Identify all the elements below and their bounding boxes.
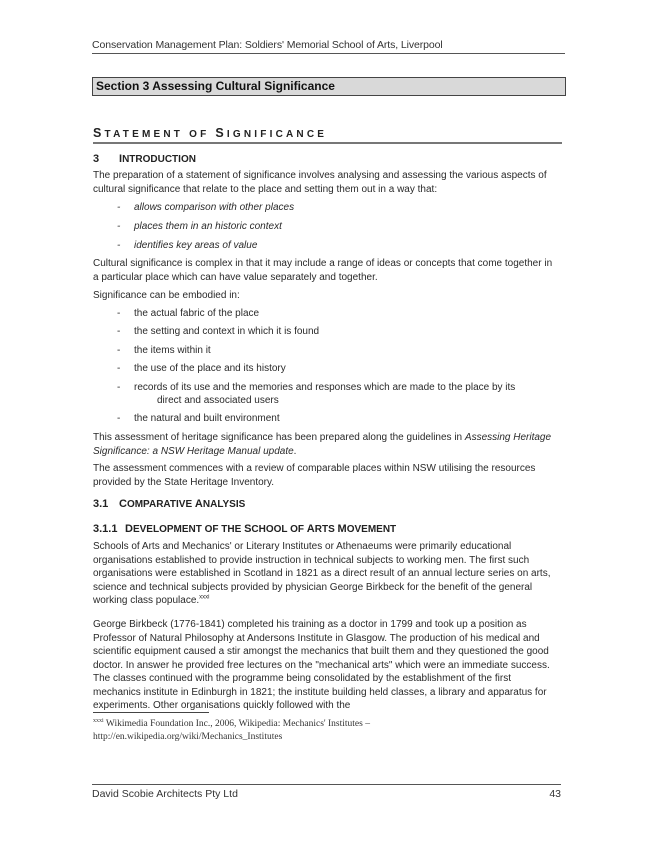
intro-paragraph-5: The assessment commences with a review of comparable places within NSW utilising the resources provided by the State Heritage Inventory. (93, 463, 536, 488)
comparative-analysis-heading: 3.1 COMPARATIVE ANALYSIS (93, 498, 246, 510)
intro-paragraph-4: This assessment of heritage significance has been prepared along the guidelines in Assessing Heritage Significance: a NSW Heritage Manual update. (93, 432, 552, 457)
intro-paragraph-3: Significance can be embodied in: (93, 290, 240, 301)
running-header: Conservation Management Plan: Soldiers' Memorial School of Arts, Liverpool (92, 39, 565, 54)
section-title: Section 3 Assessing Cultural Significance (92, 77, 566, 96)
development-paragraph-2: George Birkbeck (1776-1841) completed his training as a doctor in 1799 and took up a position as Professor of Natural Philosophy at Andersons Institute in Glasgow. The production of his medical and scientific equipment caused a stir amongst the mechanics that built them and they questioned the good doctor. In answer he provided free lectures on the "mechanical arts" which were an immediate success. The classes continued with the programme being consolidated by the establishment of the first mechanics institute in Edinburgh in 1821; the institute building held classes, a library and apparatus for experiments. Other organisations quickly followed with the (93, 619, 550, 711)
footnote-divider (93, 712, 209, 713)
footnote-reference[interactable]: xxxi (199, 594, 210, 601)
footnote: $^{xxxi}$ Wikimedia Foundation Inc., 2006, Wikipedia: Mechanics' Institutes – http://en.wikipedia.org/wiki/Mechanics_Institutes (93, 718, 370, 743)
page-number: 43 (549, 788, 561, 800)
list-item: - identifies key areas of value (117, 240, 258, 251)
intro-paragraph-2: Cultural significance is complex in that it may include a range of ideas or concepts that come together in a particular place which can have value separately and together. (93, 258, 553, 283)
running-footer (92, 784, 561, 800)
list-item: - the setting and context in which it is found (117, 326, 320, 337)
intro-paragraph-1: The preparation of a statement of significance involves analysing and assessing the various aspects of cultural significance that relate to the place and setting them out in a way that: (93, 170, 547, 195)
list-item: - records of its use and the memories and responses which are made to the place by its direct and associated users (117, 382, 516, 406)
footer-company: David Scobie Architects Pty Ltd (92, 788, 238, 800)
development-heading: 3.1.1 DEVELOPMENT OF THE SCHOOL OF ARTS MOVEMENT (93, 523, 397, 535)
list-item: - the use of the place and its history (117, 363, 286, 374)
development-paragraph-1: Schools of Arts and Mechanics' or Literary Institutes or Athenaeums were primarily educational organisations established to provide instruction in technical subjects to working men. The first such organisations were established in Scotland in 1821 as a direct result of an annual lecture series on arts, science and technical subjects provided by physician George Birkbeck for the benefit of the general working class populace.$^{xxxi}$ (93, 541, 551, 606)
introduction-heading: 3 INTRODUCTION (93, 153, 196, 165)
list-item: - allows comparison with other places (117, 202, 295, 213)
statement-heading: STATEMENT OF SIGNIFICANCE (93, 126, 562, 144)
list-item: - the natural and built environment (117, 413, 280, 424)
list-item: - places them in an historic context (117, 221, 282, 232)
footnote-link[interactable]: http://en.wikipedia.org/wiki/Mechanics_Institutes (93, 732, 283, 743)
list-item: - the actual fabric of the place (117, 308, 260, 319)
list-item: - the items within it (117, 345, 211, 356)
